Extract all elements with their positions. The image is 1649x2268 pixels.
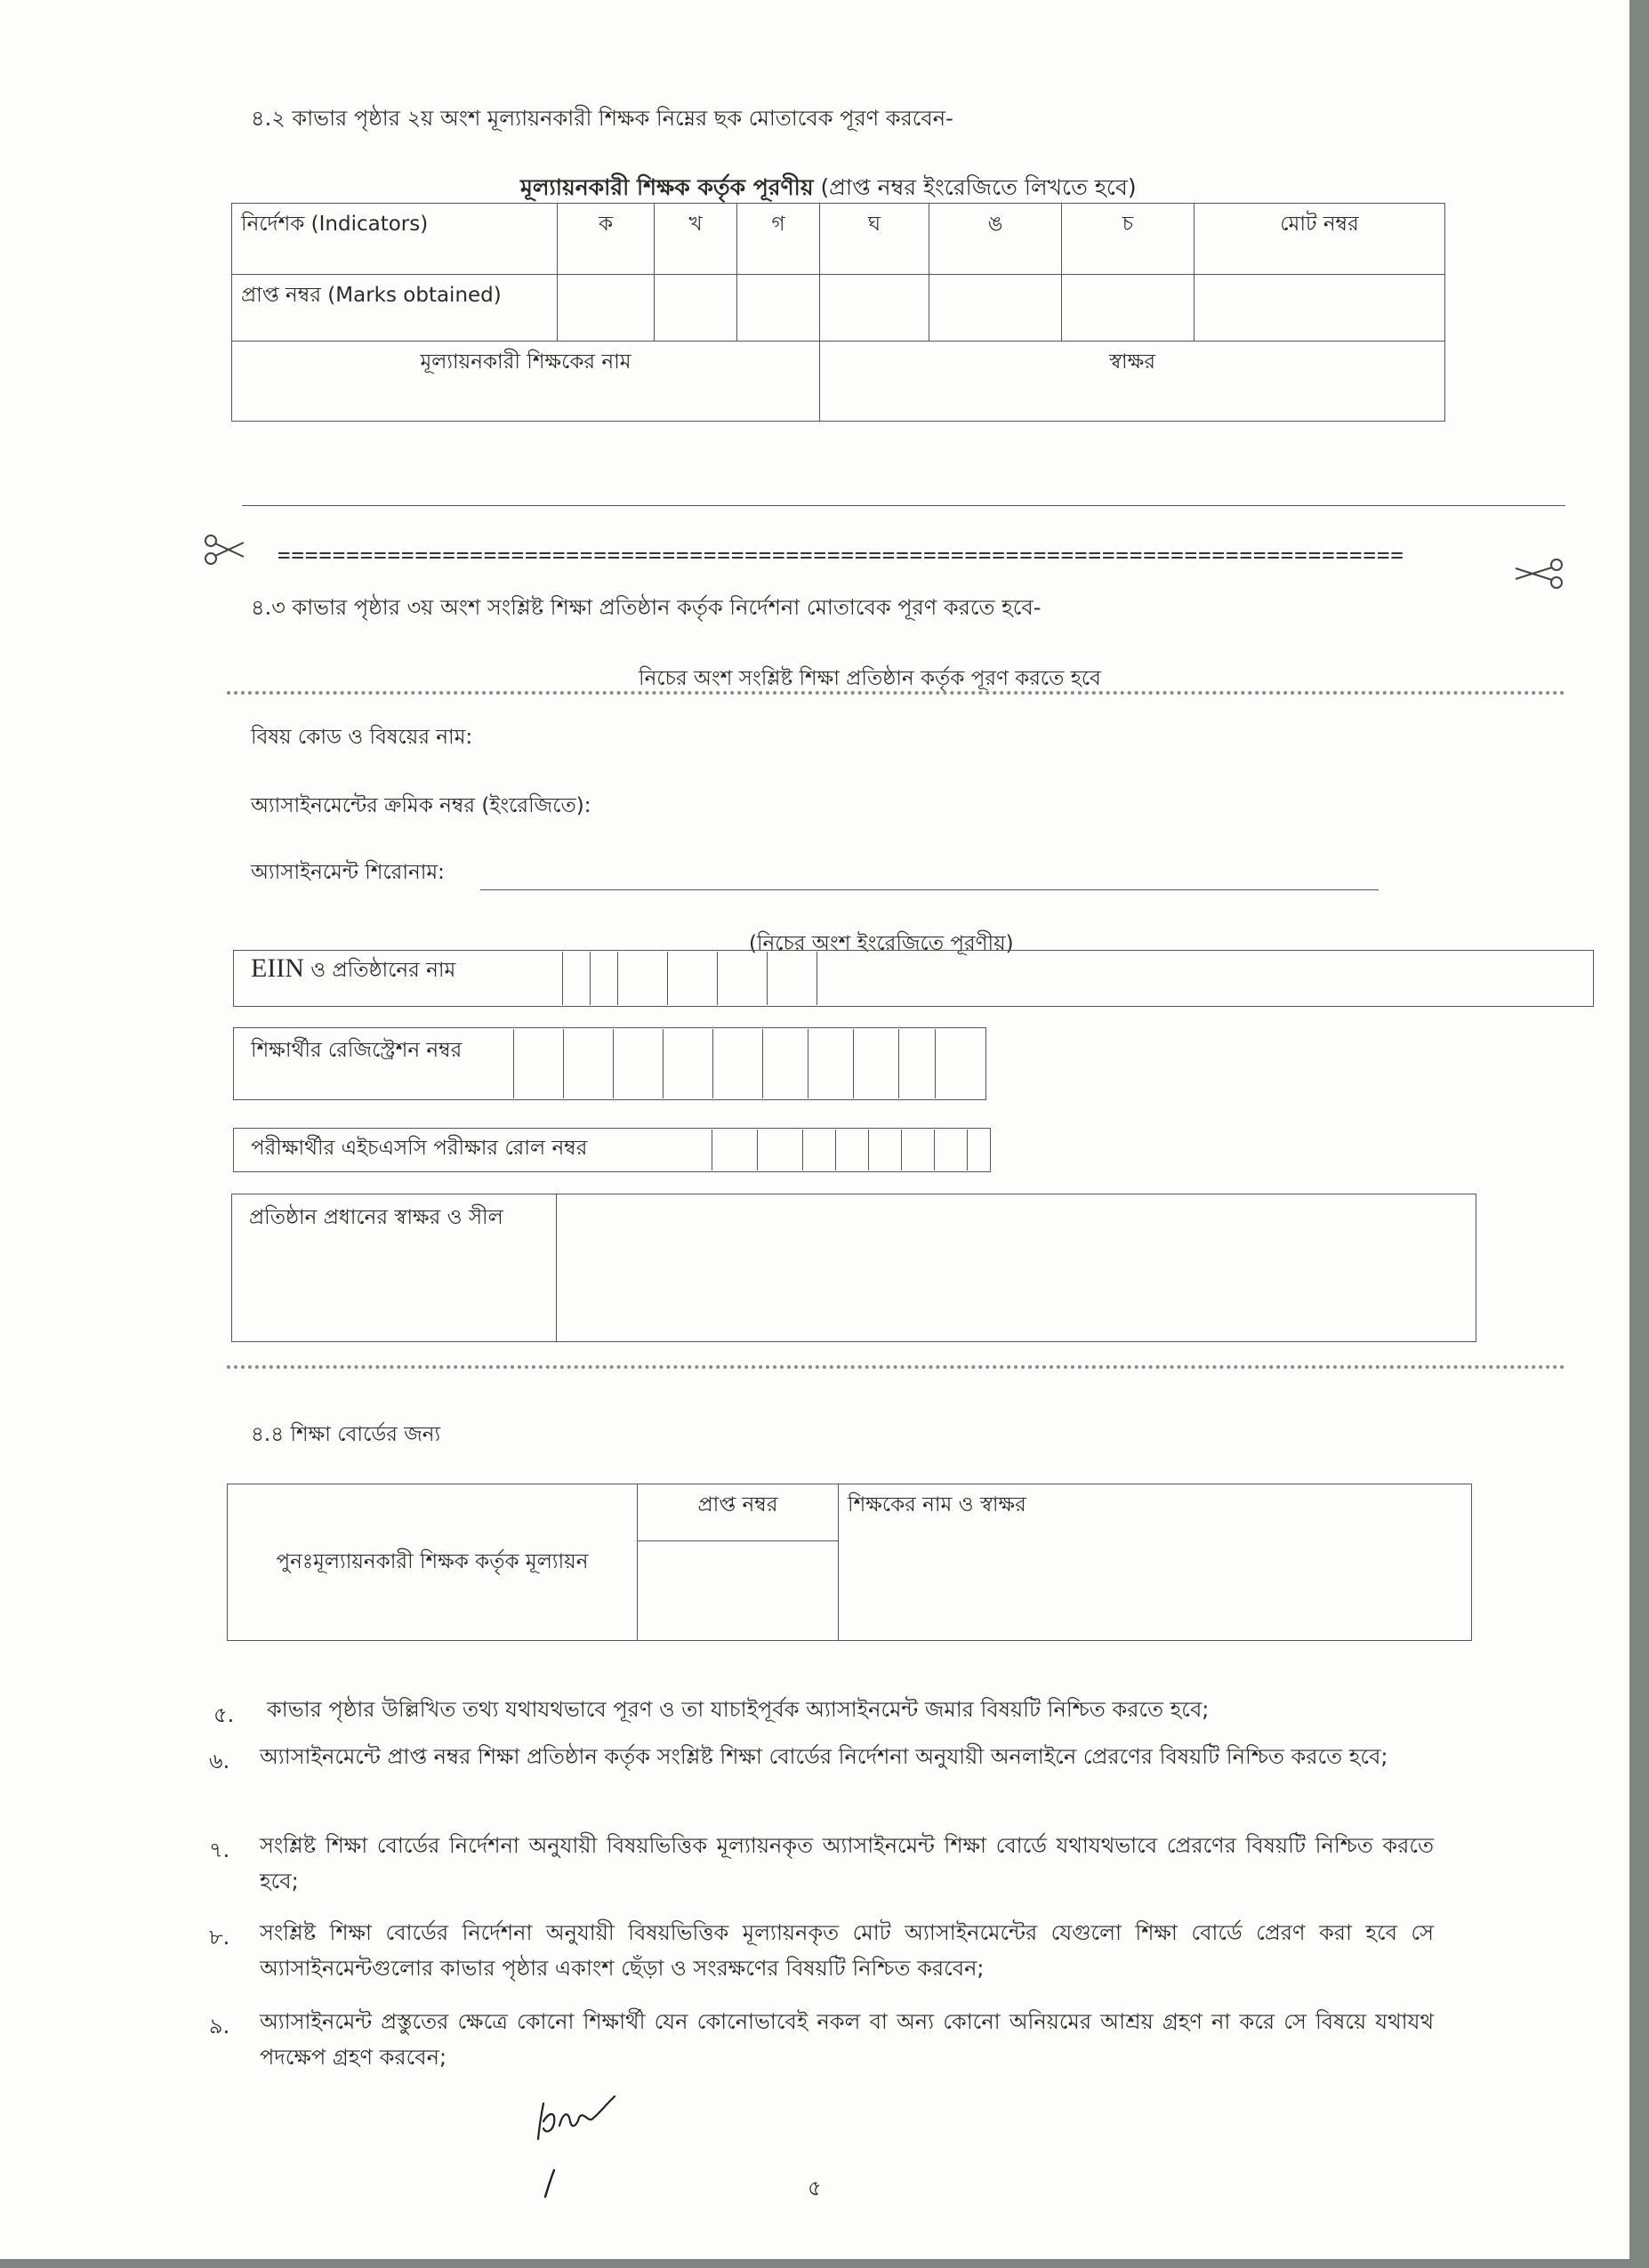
instruction-text: সংশ্লিষ্ট শিক্ষা বোর্ডের নির্দেশনা অনুযায়ী বিষয়ভিত্তিক মূল্যায়নকৃত মোট অ্যাসাইনমেন্টের যেগুলো শিক্ষা বোর্ডে প্রেরণ করা হবে সে অ্যাসাইনমেন্টগুলোর কাভার পৃষ্ঠার একাংশ ছেঁড়া ও সংরক্ষণের বিষয়টি নিশ্চিত করবেন;: [260, 1920, 1434, 1981]
registration-label: শিক্ষার্থীর রেজিস্ট্রেশন নম্বর: [251, 1039, 463, 1062]
section-4-3-heading: ৪.৩ কাভার পৃষ্ঠার ৩য় অংশ সংশ্লিষ্ট শিক্ষা প্রতিষ্ঠান কর্তৃক নির্দেশনা মোতাবেক পূরণ করতে হবে-: [251, 595, 1042, 620]
col-cha: চ: [1062, 204, 1195, 275]
section-4-4-heading: ৪.৪ শিক্ষা বোর্ডের জন্য: [251, 1423, 441, 1446]
instruction-number: ৬.: [209, 1749, 230, 1773]
col-ga: গ: [737, 204, 820, 275]
serial-label: অ্যাসাইনমেন্টের ক্রমিক নম্বর (ইংরেজিতে):: [251, 794, 591, 817]
section-4-2-heading: ৪.২ কাভার পৃষ্ঠার ২য় অংশ মূল্যায়নকারী শিক্ষক নিম্নের ছক মোতাবেক পূরণ করবেন-: [251, 106, 953, 131]
assignment-title-label: অ্যাসাইনমেন্ট শিরোনাম:: [251, 861, 445, 884]
re-evaluation-label: পুনঃমূল্যায়নকারী শিক্ষক কর্তৃক মূল্যায়ন: [228, 1484, 638, 1641]
eiin-label-bn: ও প্রতিষ্ঠানের নাম: [310, 959, 456, 982]
eiin-label: [251, 953, 455, 988]
instruction-text: সংশ্লিষ্ট শিক্ষা বোর্ডের নির্দেশনা অনুযায়ী বিষয়ভিত্তিক মূল্যায়নকৃত অ্যাসাইনমেন্ট শিক্ষা বোর্ডে যথাযথভাবে প্রেরণের বিষয়টি নিশ্চিত করতে হবে;: [260, 1833, 1434, 1894]
handwritten-signature: [529, 2086, 645, 2201]
col-umo: ঙ: [929, 204, 1062, 275]
col-kha: খ: [655, 204, 737, 275]
registration-digit-boxes[interactable]: [513, 1029, 936, 1098]
instruction-number: ৮.: [209, 1925, 230, 1950]
board-evaluation-table: [227, 1484, 1472, 1641]
section-4-3-subheading: নিচের অংশ সংশ্লিষ্ট শিক্ষা প্রতিষ্ঠান কর্তৃক পূরণ করতে হবে: [639, 667, 1101, 690]
cut-line: ==================================================================================: [278, 543, 1404, 567]
teacher-name-label: মূল্যায়নকারী শিক্ষকের নাম: [232, 342, 820, 422]
instruction-text: অ্যাসাইনমেন্ট প্রস্তুতের ক্ষেত্রে কোনো শিক্ষার্থী যেন কোনোভাবেই নকল বা অন্য কোনো অনিয়মের আশ্রয় গ্রহণ না করে সে বিষয়ে যথাযথ পদক্ষেপ গ্রহণ করবেন;: [260, 2009, 1434, 2070]
board-teacher-label: শিক্ষকের নাম ও স্বাক্ষর: [839, 1484, 1472, 1641]
page-number: ৫: [808, 2176, 822, 2200]
board-marks-cell[interactable]: [638, 1541, 839, 1641]
marks-cell-ka[interactable]: [558, 275, 655, 342]
subject-label: বিষয় কোড ও বিষয়ের নাম:: [251, 726, 473, 749]
marks-obtained-label: প্রাপ্ত নম্বর (Marks obtained): [232, 275, 558, 342]
table-title-bold: মূল্যায়নকারী শিক্ষক কর্তৃক পূরণীয়: [520, 174, 814, 200]
marks-cell-gha[interactable]: [820, 275, 929, 342]
instruction-text: কাভার পৃষ্ঠার উল্লিখিত তথ্য যথাযথভাবে পূরণ ও তা যাচাইপূর্বক অ্যাসাইনমেন্ট জমার বিষয়টি নিশ্চিত করতে হবে;: [267, 1697, 1210, 1722]
eiin-label-en: EIIN: [251, 953, 304, 983]
col-ka: ক: [558, 204, 655, 275]
marks-cell-total[interactable]: [1195, 275, 1445, 342]
board-marks-label: প্রাপ্ত নম্বর: [638, 1484, 839, 1541]
table-title-note: (প্রাপ্ত নম্বর ইংরেজিতে লিখতে হবে): [820, 174, 1137, 200]
instruction-text: অ্যাসাইনমেন্টে প্রাপ্ত নম্বর শিক্ষা প্রতিষ্ঠান কর্তৃক সংশ্লিষ্ট শিক্ষা বোর্ডের নির্দেশনা অনুযায়ী অনলাইনে প্রেরণের বিষয়টি নিশ্চিত করতে হবে;: [260, 1744, 1388, 1769]
assignment-title-line[interactable]: [480, 889, 1379, 890]
roll-digit-boxes[interactable]: [712, 1130, 968, 1170]
scissors-icon: [1512, 556, 1565, 591]
signature-label: স্বাক্ষর: [820, 342, 1445, 422]
head-signature-label: প্রতিষ্ঠান প্রধানের স্বাক্ষর ও সীল: [249, 1206, 503, 1229]
col-gha: ঘ: [820, 204, 929, 275]
instruction-number: ৭.: [209, 1838, 230, 1862]
col-total: মোট নম্বর: [1195, 204, 1445, 275]
head-signature-area[interactable]: [558, 1195, 1473, 1340]
marks-cell-umo[interactable]: [929, 275, 1062, 342]
indicators-label: নির্দেশক (Indicators): [232, 204, 558, 275]
marks-cell-cha[interactable]: [1062, 275, 1195, 342]
eiin-digit-boxes[interactable]: [562, 952, 817, 1005]
instruction-number: ৫.: [213, 1702, 235, 1727]
roll-label: পরীক্ষার্থীর এইচএসসি পরীক্ষার রোল নম্বর: [251, 1137, 588, 1160]
scissors-icon: [203, 532, 247, 567]
instruction-number: ৯.: [209, 2014, 230, 2039]
dotted-separator-bottom: [227, 1365, 1565, 1369]
marks-cell-kha[interactable]: [655, 275, 737, 342]
separator-line: [242, 505, 1565, 506]
marks-cell-ga[interactable]: [737, 275, 820, 342]
english-fill-note: (নিচের অংশ ইংরেজিতে পূরণীয়): [749, 932, 1014, 955]
dotted-separator-top: [227, 691, 1565, 695]
head-signature-divider: [556, 1194, 557, 1342]
evaluator-marks-table: [231, 203, 1445, 422]
